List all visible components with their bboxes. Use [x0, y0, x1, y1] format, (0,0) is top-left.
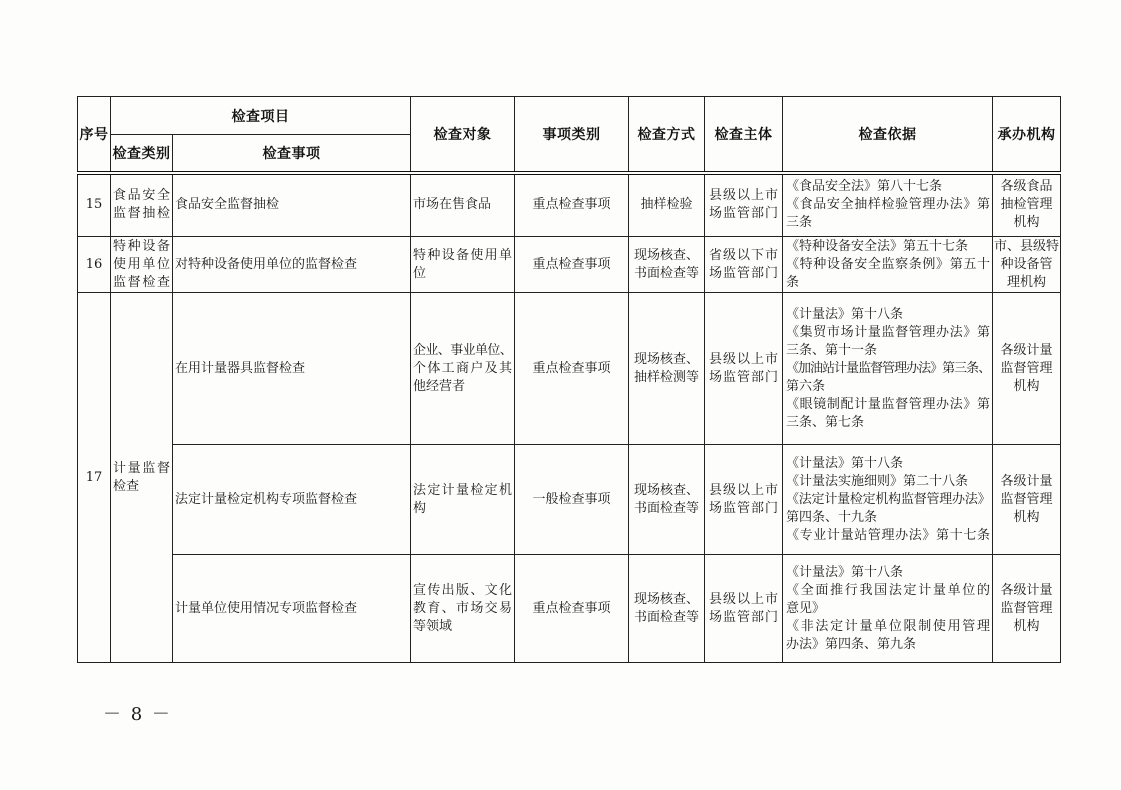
header-type: 事项类别	[515, 97, 629, 173]
agency-line: 各级食品	[1000, 179, 1053, 195]
category-line: 使用单位	[113, 256, 170, 272]
basis-line: 办法》第四条、第九条	[786, 636, 917, 652]
basis-line: 意见》	[786, 600, 826, 616]
method-line: 抽样检测等	[633, 369, 699, 385]
category-line: 检查	[113, 478, 140, 494]
object-cell	[411, 293, 515, 445]
subject-cell	[705, 293, 783, 445]
subject-cell	[705, 555, 783, 663]
object-cell	[411, 555, 515, 663]
basis-cell	[783, 293, 993, 445]
basis-line: 《食品安全法》第八十七条	[786, 179, 943, 195]
agency-cell	[993, 555, 1061, 663]
table-row	[78, 293, 1061, 445]
type-cell: 重点检查事项	[515, 555, 629, 663]
basis-line: 《特种设备安全法》第五十七条	[786, 238, 969, 254]
agency-line: 机构	[1013, 215, 1040, 231]
header-agency: 承办机构	[993, 97, 1061, 173]
basis-line: 《计量法》第十八条	[786, 306, 904, 322]
subject-line: 场监管部门	[709, 609, 778, 625]
basis-cell	[783, 237, 993, 293]
method-line: 抽样检验	[640, 197, 693, 213]
basis-line: 《计量法实施细则》第二十八条	[786, 473, 969, 489]
matter-cell: 法定计量检定机构专项监督检查	[173, 445, 411, 555]
basis-line: 《计量法》第十八条	[786, 564, 904, 580]
basis-line: 《集贸市场计量监督管理办法》第	[786, 324, 990, 340]
subject-line: 省级以下市	[709, 247, 778, 263]
subject-cell	[705, 445, 783, 555]
header-object: 检查对象	[411, 97, 515, 173]
object-line: 等领域	[413, 618, 453, 634]
seq-cell: 15	[78, 173, 111, 237]
agency-line: 监督管理	[1000, 600, 1053, 616]
basis-line: 《眼镜制配计量监督管理办法》第	[786, 396, 990, 412]
object-cell	[411, 237, 515, 293]
agency-line: 监督管理	[1000, 491, 1053, 507]
method-line: 现场核查、	[633, 482, 699, 498]
basis-line: 条	[786, 274, 800, 290]
category-line: 监督抽检	[113, 206, 170, 222]
basis-line: 《计量法》第十八条	[786, 455, 904, 471]
subject-line: 场监管部门	[709, 206, 778, 222]
agency-line: 机构	[1013, 509, 1040, 525]
type-cell: 重点检查事项	[515, 237, 629, 293]
page-number: － 8 －	[103, 704, 172, 725]
type-cell: 重点检查事项	[515, 173, 629, 237]
type-cell: 一般检查事项	[515, 445, 629, 555]
matter-cell: 计量单位使用情况专项监督检查	[173, 555, 411, 663]
method-line: 书面检查等	[633, 265, 699, 281]
agency-line: 各级计量	[1000, 473, 1053, 489]
method-cell	[629, 293, 705, 445]
agency-line: 抽检管理	[1000, 197, 1053, 213]
header-matter: 检查事项	[173, 135, 411, 173]
header-basis: 检查依据	[783, 97, 993, 173]
basis-cell	[783, 173, 993, 237]
object-line: 特种设备使用单	[413, 247, 512, 263]
matter-cell: 对特种设备使用单位的监督检查	[173, 237, 411, 293]
header-subject: 检查主体	[705, 97, 783, 173]
object-line: 构	[413, 500, 427, 516]
method-line: 现场核查、	[633, 591, 699, 607]
method-cell	[629, 445, 705, 555]
category-cell	[111, 237, 173, 293]
agency-line: 市、县级特	[994, 238, 1060, 254]
subject-line: 场监管部门	[709, 500, 778, 516]
subject-line: 场监管部门	[709, 265, 778, 281]
agency-line: 监督管理	[1000, 360, 1053, 376]
basis-line: 《法定计量检定机构监督管理办法》	[786, 491, 990, 507]
agency-cell	[993, 237, 1061, 293]
object-cell	[411, 445, 515, 555]
table-row	[78, 445, 1061, 555]
object-line: 他经营者	[413, 378, 466, 394]
object-line: 法定计量检定机	[413, 482, 512, 498]
agency-line: 机构	[1013, 378, 1040, 394]
subject-line: 县级以上市	[709, 482, 778, 498]
basis-line: 《非法定计量单位限制使用管理	[786, 618, 990, 634]
category-cell	[111, 293, 173, 663]
agency-line: 各级计量	[1000, 342, 1053, 358]
category-line: 监督检查	[113, 274, 170, 290]
agency-cell	[993, 293, 1061, 445]
agency-line: 理机构	[1006, 274, 1046, 290]
agency-line: 各级计量	[1000, 582, 1053, 598]
agency-line: 机构	[1013, 618, 1040, 634]
method-line: 书面检查等	[633, 500, 699, 516]
matter-cell: 食品安全监督抽检	[173, 173, 411, 237]
table-row	[78, 555, 1061, 663]
object-line: 宣传出版、文化	[413, 582, 512, 598]
subject-cell	[705, 173, 783, 237]
basis-line: 第六条	[786, 378, 826, 394]
method-line: 书面检查等	[633, 609, 699, 625]
table-row	[78, 237, 1061, 293]
subject-line: 县级以上市	[709, 351, 778, 367]
method-line: 现场核查、	[633, 247, 699, 263]
category-line: 食品安全	[113, 188, 170, 204]
category-line: 特种设备	[113, 238, 170, 254]
basis-cell	[783, 555, 993, 663]
object-cell	[411, 173, 515, 237]
object-line: 个体工商户及其	[413, 360, 512, 376]
basis-line: 《食品安全抽样检验管理办法》第	[786, 197, 990, 213]
basis-line: 《全面推行我国法定计量单位的	[786, 582, 990, 598]
basis-line: 《专业计量站管理办法》第十七条	[786, 527, 990, 543]
seq-cell: 17	[78, 293, 111, 663]
method-cell	[629, 173, 705, 237]
basis-line: 《加油站计量监督管理办法》第三条、	[786, 360, 990, 376]
agency-cell	[993, 173, 1061, 237]
basis-cell	[783, 445, 993, 555]
matter-cell: 在用计量器具监督检查	[173, 293, 411, 445]
object-line: 企业、事业单位、	[413, 342, 513, 358]
type-cell: 重点检查事项	[515, 293, 629, 445]
agency-line: 种设备管	[1000, 256, 1053, 272]
agency-cell	[993, 445, 1061, 555]
subject-cell	[705, 237, 783, 293]
header-method: 检查方式	[629, 97, 705, 173]
category-line: 计量监督	[113, 460, 170, 476]
basis-line: 《特种设备安全监察条例》第五十	[786, 256, 990, 272]
basis-line: 第四条、十九条	[786, 509, 878, 525]
method-cell	[629, 237, 705, 293]
subject-line: 县级以上市	[709, 591, 778, 607]
subject-line: 场监管部门	[709, 369, 778, 385]
table-row	[78, 173, 1061, 237]
header-seq: 序号	[78, 97, 111, 173]
header-item-group: 检查项目	[111, 97, 411, 135]
header-category: 检查类别	[111, 135, 173, 173]
category-cell	[111, 173, 173, 237]
basis-line: 三条、第七条	[786, 414, 865, 430]
method-line: 现场核查、	[633, 351, 699, 367]
subject-line: 县级以上市	[709, 188, 778, 204]
method-cell	[629, 555, 705, 663]
header-row-1	[78, 97, 1061, 135]
object-line: 市场在售食品	[413, 197, 492, 213]
seq-cell: 16	[78, 237, 111, 293]
basis-line: 三条、第十一条	[786, 342, 878, 358]
basis-line: 三条	[786, 215, 813, 231]
object-line: 位	[413, 265, 427, 281]
inspection-table	[77, 96, 1061, 663]
object-line: 教育、市场交易	[413, 600, 512, 616]
